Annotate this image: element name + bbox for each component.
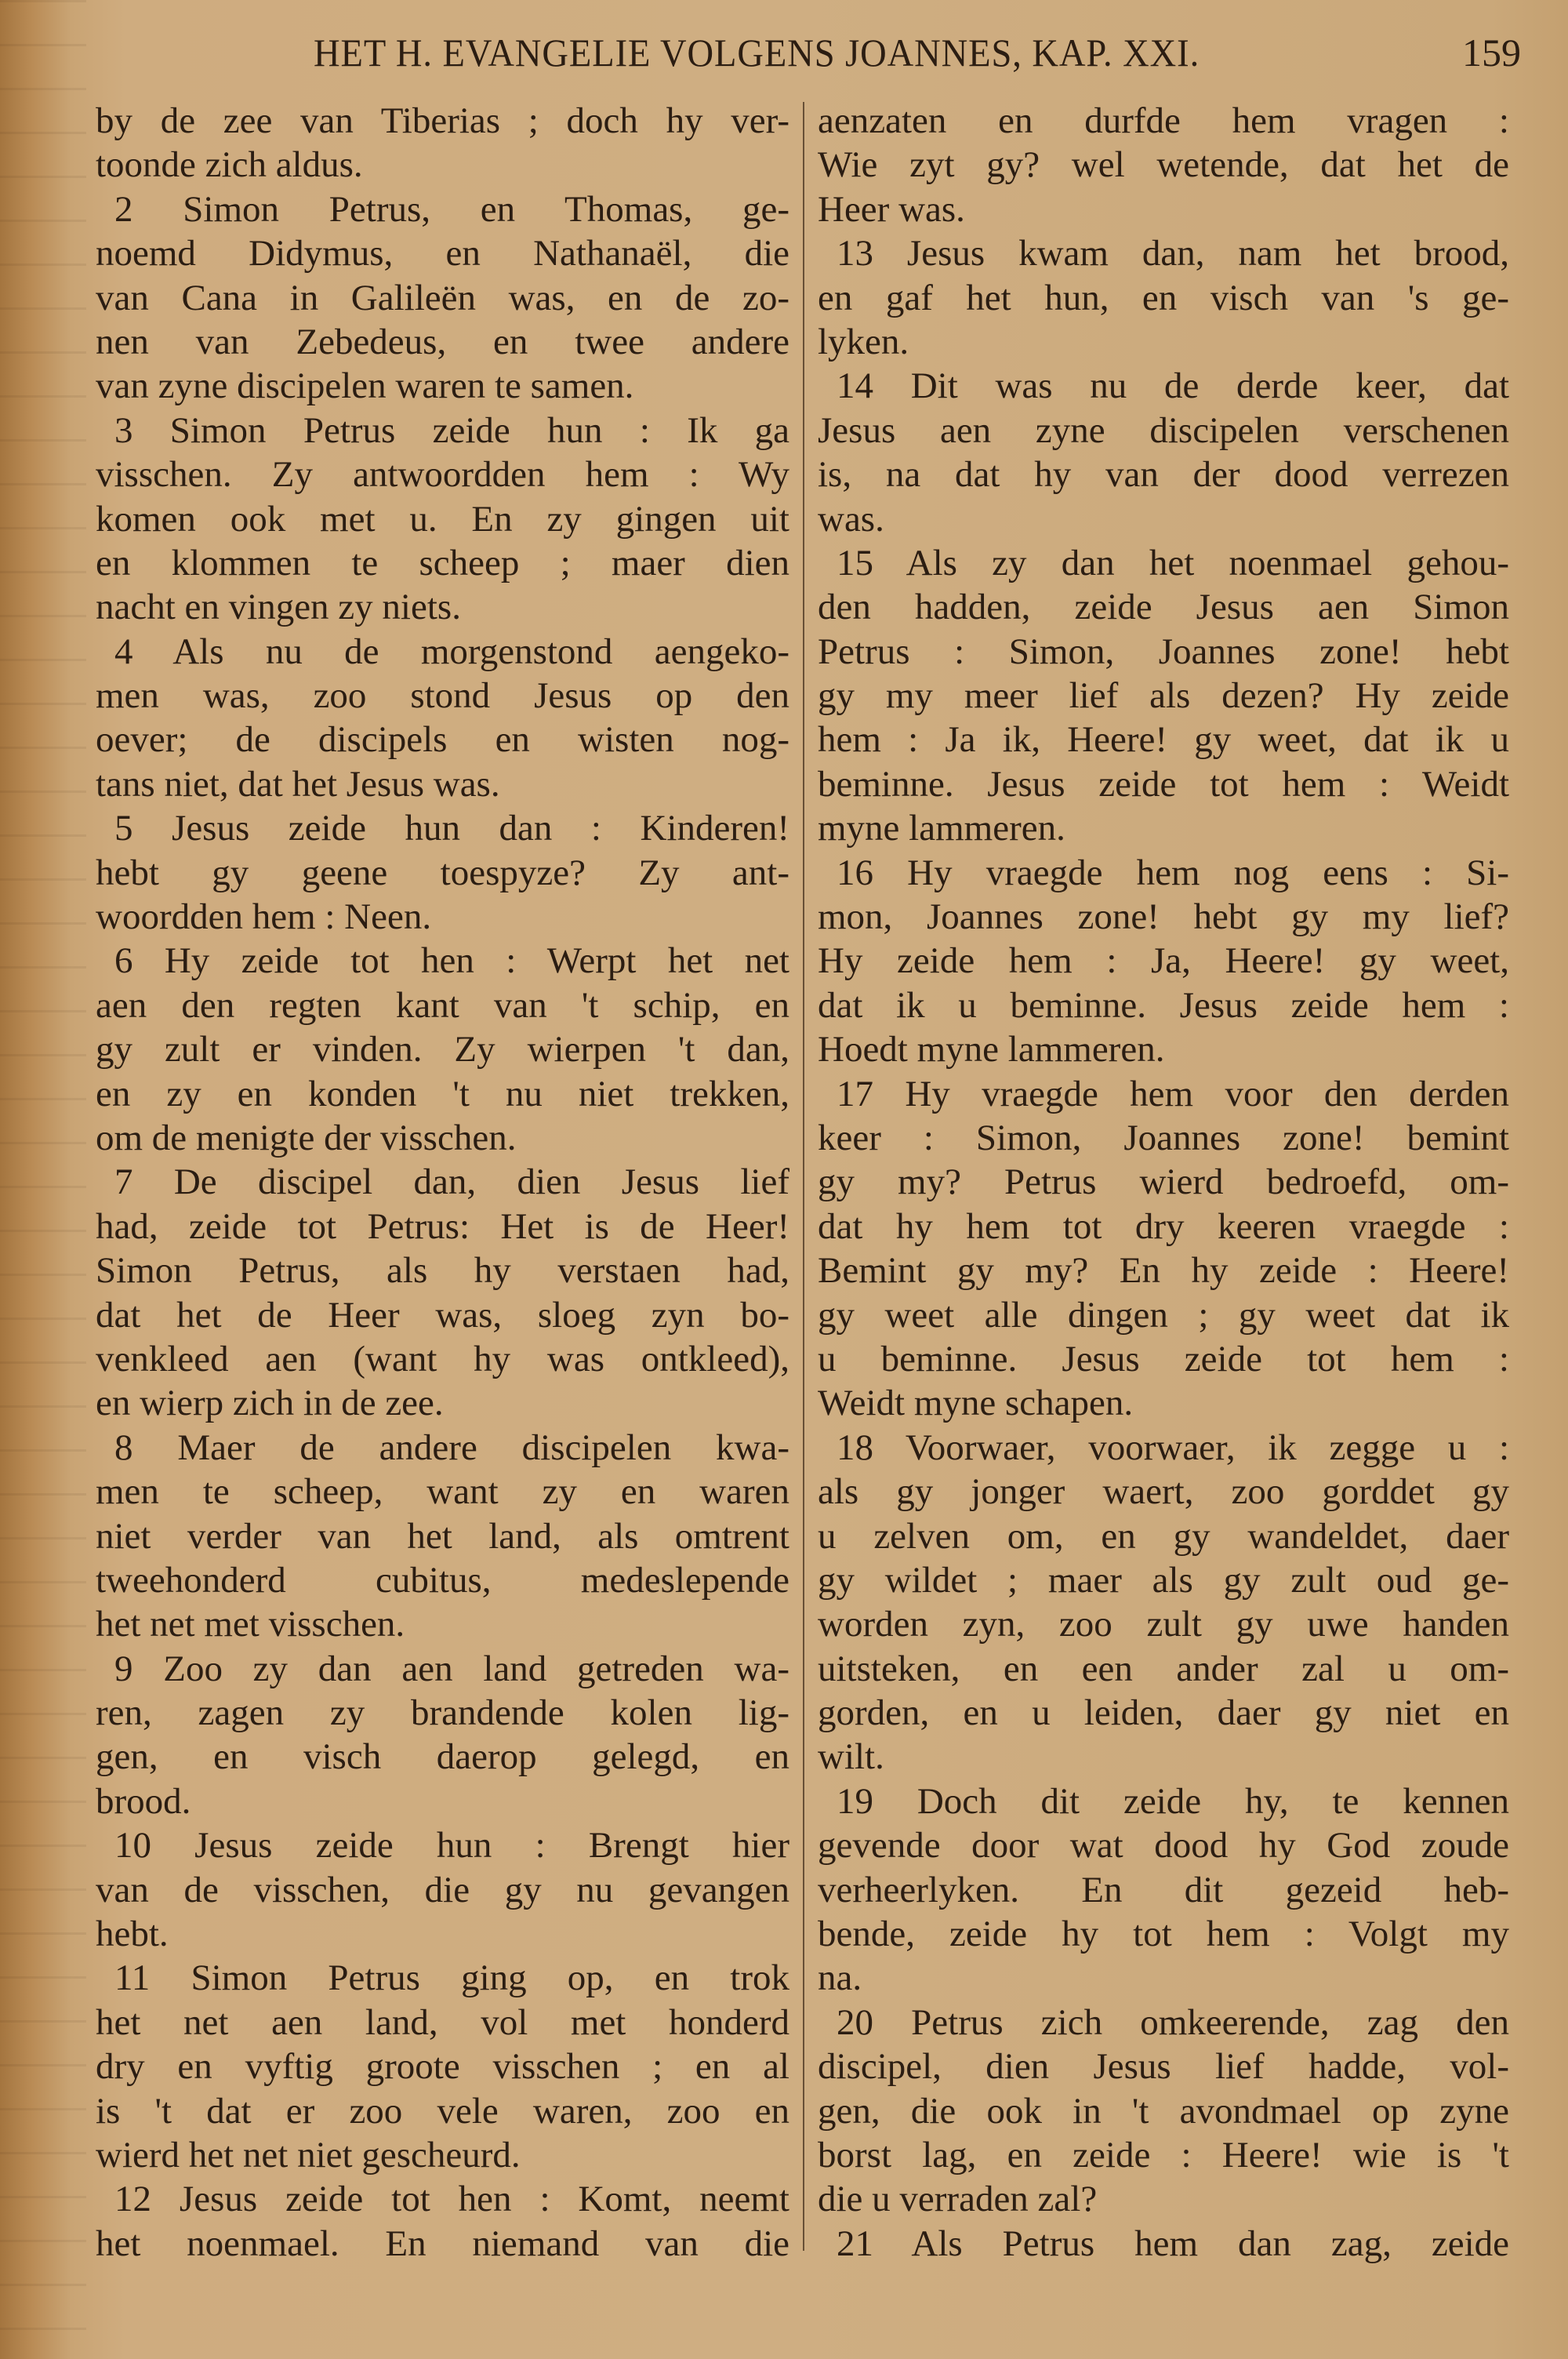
text-line: en gaf het hun, en visch van 's ge- xyxy=(818,277,1509,318)
text-line: het noenmael. En niemand van die xyxy=(96,2223,789,2264)
text-line: 11 Simon Petrus ging op, en trok xyxy=(114,1957,789,1999)
text-line: 19 Doch dit zeide hy, te kennen xyxy=(837,1780,1509,1822)
text-line: gy weet alle dingen ; gy weet dat ik xyxy=(818,1294,1509,1336)
text-line: Hoedt myne lammeren. xyxy=(818,1029,1165,1070)
text-line: gen, en visch daerop gelegd, en xyxy=(96,1736,789,1778)
text-line: en wierp zich in de zee. xyxy=(96,1383,444,1424)
text-line: mon, Joannes zone! hebt gy my lief? xyxy=(818,896,1509,938)
text-line: tans niet, dat het Jesus was. xyxy=(96,763,500,805)
text-line: als gy jonger waert, zoo gorddet gy xyxy=(818,1471,1509,1513)
text-line: dat het de Heer was, sloeg zyn bo- xyxy=(96,1294,789,1336)
text-line: Weidt myne schapen. xyxy=(818,1383,1134,1424)
text-line: dat hy hem tot dry keeren vraegde : xyxy=(818,1205,1509,1247)
text-line: 6 Hy zeide tot hen : Werpt het net xyxy=(114,940,789,982)
text-line: myne lammeren. xyxy=(818,808,1065,849)
text-line: van zyne discipelen waren te samen. xyxy=(96,365,634,407)
text-line: had, zeide tot Petrus: Het is de Heer! xyxy=(96,1205,789,1247)
text-line: gy my meer lief als dezen? Hy zeide xyxy=(818,675,1509,717)
text-line: hem : Ja ik, Heere! gy weet, dat ik u xyxy=(818,719,1509,761)
text-line: ren, zagen zy brandende kolen lig- xyxy=(96,1692,789,1734)
text-line: men was, zoo stond Jesus op den xyxy=(96,675,789,717)
text-line: 9 Zoo zy dan aen land getreden wa- xyxy=(114,1648,789,1689)
text-line: by de zee van Tiberias ; doch hy ver- xyxy=(96,100,789,141)
text-line: 10 Jesus zeide hun : Brengt hier xyxy=(114,1825,789,1866)
text-line: die u verraden zal? xyxy=(818,2179,1098,2220)
text-line: Heer was. xyxy=(818,188,965,230)
text-line: gy wildet ; maer als gy zult oud ge- xyxy=(818,1559,1509,1601)
text-line: 17 Hy vraegde hem voor den derden xyxy=(837,1073,1509,1114)
text-line: Hy zeide hem : Ja, Heere! gy weet, xyxy=(818,940,1509,982)
text-line: bende, zeide hy tot hem : Volgt my xyxy=(818,1914,1509,1955)
text-line: men te scheep, want zy en waren xyxy=(96,1471,789,1513)
text-line: was. xyxy=(818,498,884,540)
text-line: komen ook met u. En zy gingen uit xyxy=(96,498,789,540)
text-line: 13 Jesus kwam dan, nam het brood, xyxy=(837,233,1509,274)
text-line: borst lag, en zeide : Heere! wie is 't xyxy=(818,2134,1509,2175)
text-line: oever; de discipels en wisten nog- xyxy=(96,719,789,761)
text-line: 12 Jesus zeide tot hen : Komt, neemt xyxy=(114,2179,789,2220)
text-line: en klommen te scheep ; maer dien xyxy=(96,542,789,583)
text-line: toonde zich aldus. xyxy=(96,144,363,186)
text-line: visschen. Zy antwoordden hem : Wy xyxy=(96,454,789,496)
text-line: brood. xyxy=(96,1780,191,1822)
text-line: 7 De discipel dan, dien Jesus lief xyxy=(114,1161,789,1203)
text-line: keer : Simon, Joannes zone! bemint xyxy=(818,1117,1509,1158)
text-line: uitsteken, en een ander zal u om- xyxy=(818,1648,1509,1689)
text-line: hebt gy geene toespyze? Zy ant- xyxy=(96,852,789,893)
text-line: 3 Simon Petrus zeide hun : Ik ga xyxy=(114,409,789,451)
text-line: van de visschen, die gy nu gevangen xyxy=(96,1869,789,1910)
page-number: 159 xyxy=(1462,31,1521,75)
text-line: gen, die ook in 't avondmael op zyne xyxy=(818,2090,1509,2132)
text-line: 21 Als Petrus hem dan zag, zeide xyxy=(837,2223,1509,2264)
text-line: 15 Als zy dan het noenmael gehou- xyxy=(837,542,1509,583)
text-line: na. xyxy=(818,1957,862,1999)
left-column xyxy=(96,99,789,2266)
running-header xyxy=(314,30,1521,85)
text-line: Simon Petrus, als hy verstaen had, xyxy=(96,1250,789,1292)
page-edge-bleedthrough xyxy=(0,0,86,2359)
text-line: beminne. Jesus zeide tot hem : Weidt xyxy=(818,763,1509,805)
text-line: 18 Voorwaer, voorwaer, ik zegge u : xyxy=(837,1427,1509,1468)
text-line: u beminne. Jesus zeide tot hem : xyxy=(818,1338,1509,1379)
column-divider xyxy=(803,102,804,2251)
text-line: niet verder van het land, als omtrent xyxy=(96,1515,789,1557)
text-line: nacht en vingen zy niets. xyxy=(96,587,461,628)
text-line: 5 Jesus zeide hun dan : Kinderen! xyxy=(114,808,789,849)
text-line: tweehonderd cubitus, medeslepende xyxy=(96,1559,789,1601)
text-line: noemd Didymus, en Nathanaël, die xyxy=(96,233,789,274)
text-line: venkleed aen (want hy was ontkleed), xyxy=(96,1338,789,1379)
text-line: gevende door wat dood hy God zoude xyxy=(818,1825,1509,1866)
text-line: worden zyn, zoo zult gy uwe handen xyxy=(818,1604,1509,1645)
text-line: aen den regten kant van 't schip, en xyxy=(96,984,789,1026)
text-line: dry en vyftig groote visschen ; en al xyxy=(96,2046,789,2088)
text-line: dat ik u beminne. Jesus zeide hem : xyxy=(818,984,1509,1026)
text-line: het net aen land, vol met honderd xyxy=(96,2001,789,2043)
text-line: is, na dat hy van der dood verrezen xyxy=(818,454,1509,496)
text-line: nen van Zebedeus, en twee andere xyxy=(96,321,789,362)
text-line: Bemint gy my? En hy zeide : Heere! xyxy=(818,1250,1509,1292)
text-line: den hadden, zeide Jesus aen Simon xyxy=(818,587,1509,628)
text-line: en zy en konden 't nu niet trekken, xyxy=(96,1073,789,1114)
text-line: Petrus : Simon, Joannes zone! hebt xyxy=(818,631,1509,672)
text-line: van Cana in Galileën was, en de zo- xyxy=(96,277,789,318)
text-line: lyken. xyxy=(818,321,909,362)
text-line: om de menigte der visschen. xyxy=(96,1117,517,1158)
text-line: wilt. xyxy=(818,1736,884,1778)
text-line: 2 Simon Petrus, en Thomas, ge- xyxy=(114,188,789,230)
running-title: HET H. EVANGELIE VOLGENS JOANNES, KAP. XXI. xyxy=(314,31,1200,75)
text-line: wierd het net niet gescheurd. xyxy=(96,2134,521,2175)
text-line: gorden, en u leiden, daer gy niet en xyxy=(818,1692,1509,1734)
right-column xyxy=(818,99,1509,2266)
text-line: aenzaten en durfde hem vragen : xyxy=(818,100,1509,141)
text-line: discipel, dien Jesus lief hadde, vol- xyxy=(818,2046,1509,2088)
text-line: het net met visschen. xyxy=(96,1604,405,1645)
text-line: 20 Petrus zich omkeerende, zag den xyxy=(837,2001,1509,2043)
text-line: Jesus aen zyne discipelen verschenen xyxy=(818,409,1509,451)
text-line: 4 Als nu de morgenstond aengeko- xyxy=(114,631,789,672)
text-line: hebt. xyxy=(96,1914,169,1955)
text-line: woordden hem : Neen. xyxy=(96,896,432,938)
text-line: gy zult er vinden. Zy wierpen 't dan, xyxy=(96,1029,789,1070)
text-line: Wie zyt gy? wel wetende, dat het de xyxy=(818,144,1509,186)
text-line: u zelven om, en gy wandeldet, daer xyxy=(818,1515,1509,1557)
text-line: 8 Maer de andere discipelen kwa- xyxy=(114,1427,789,1468)
text-line: 16 Hy vraegde hem nog eens : Si- xyxy=(837,852,1509,893)
text-line: verheerlyken. En dit gezeid heb- xyxy=(818,1869,1509,1910)
text-line: gy my? Petrus wierd bedroefd, om- xyxy=(818,1161,1509,1203)
text-line: 14 Dit was nu de derde keer, dat xyxy=(837,365,1509,407)
text-line: is 't dat er zoo vele waren, zoo en xyxy=(96,2090,789,2132)
